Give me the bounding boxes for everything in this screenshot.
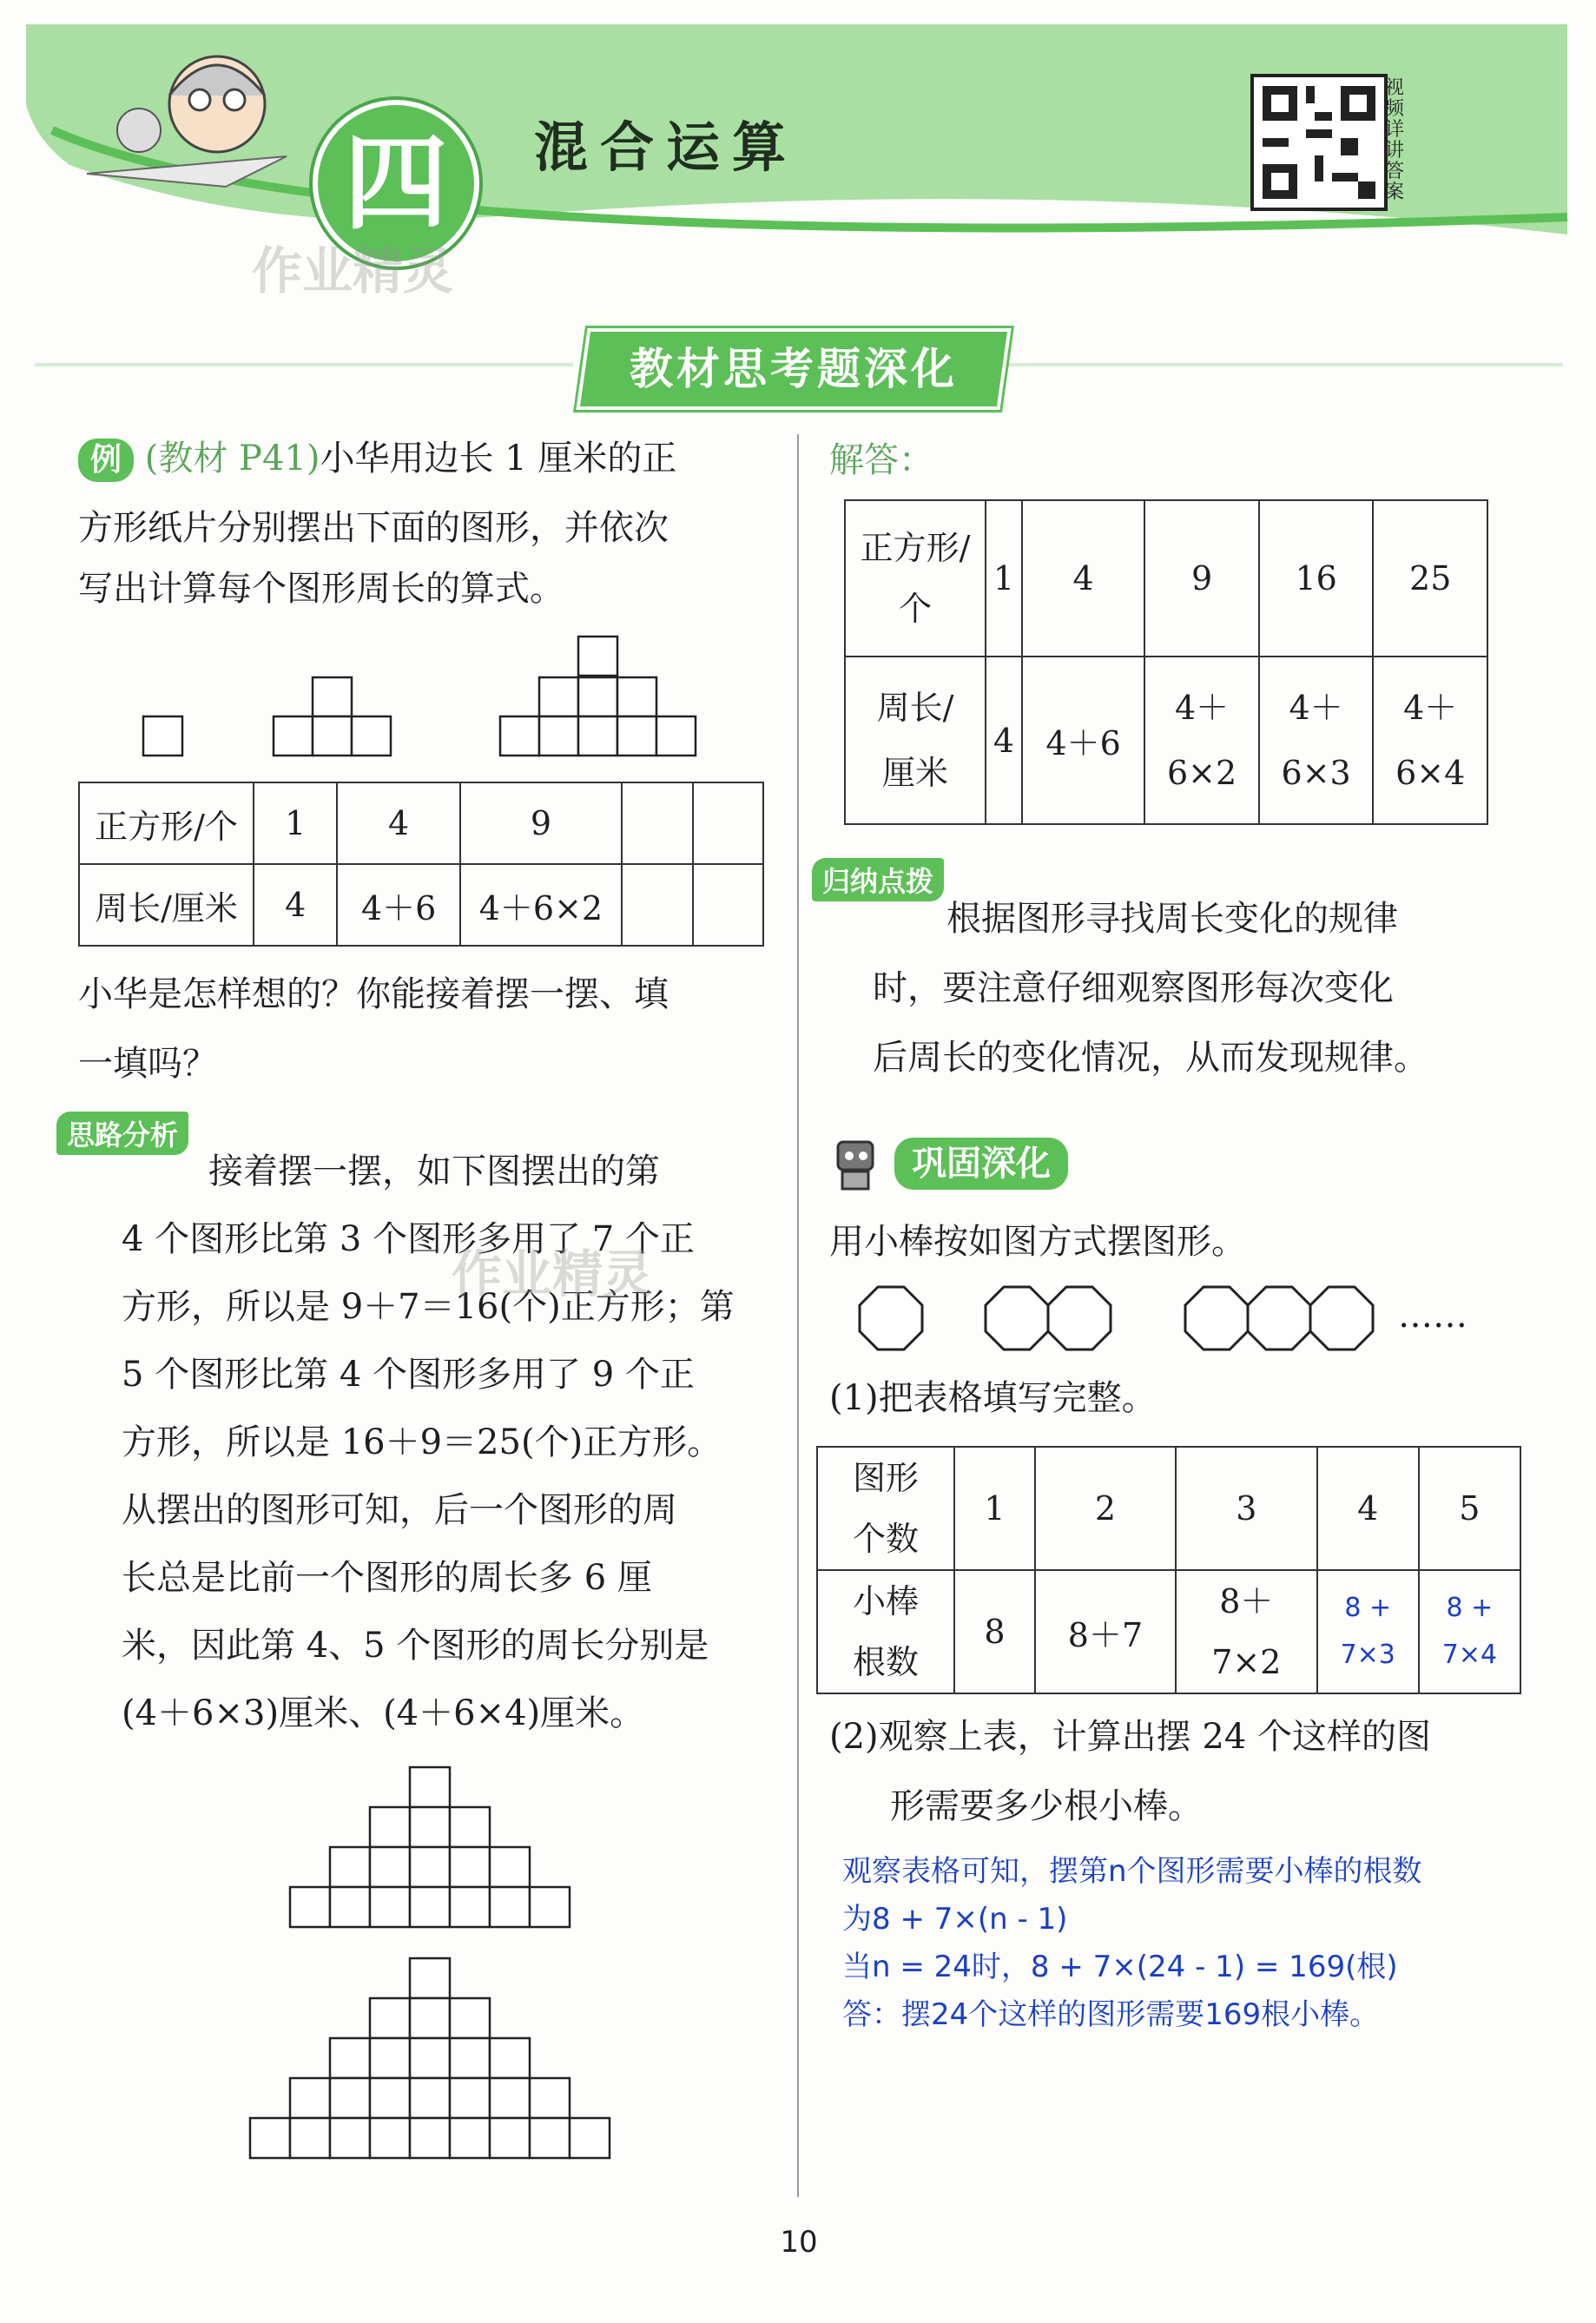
section-banner [576,328,1011,410]
banner-rule-right [1007,363,1563,366]
handwritten-line: 为8 + 7×(n - 1) [842,1902,1068,1937]
table-header-cell: 图形 个数 [817,1447,954,1570]
table-cell[interactable] [622,864,692,946]
table-row [845,657,1487,824]
octagon [1048,1287,1111,1350]
chapter-number: 四 [313,100,479,267]
table-row [79,864,763,946]
analysis-label [56,1112,188,1155]
watermark: 作业精灵 [452,1244,654,1303]
table-cell: 9 [460,782,622,864]
table-cell: 4＋ 6×4 [1373,657,1487,824]
table-row [845,500,1487,657]
analysis-line: (4＋6×3)厘米、(4＋6×4)厘米。 [122,1693,645,1733]
practice-q2-line-1: (2)观察上表，计算出摆 24 个这样的图 [829,1717,1431,1757]
table-cell: 5 [1419,1447,1520,1570]
figure-2 [274,677,391,756]
answer-table [844,499,1488,825]
page-number: 10 [780,2225,818,2260]
practice-badge: 巩固深化 [894,1138,1068,1190]
column-divider [797,434,799,2197]
figure-3 [500,637,696,756]
example-line-1 [78,424,773,493]
octagon [986,1287,1048,1350]
table-row [817,1570,1520,1693]
table-cell: 16 [1259,500,1374,657]
analysis-line: 长总是比前一个图形的周长多 6 厘 [122,1558,652,1598]
table-cell: 1 [954,1447,1035,1570]
robot-icon [825,1133,886,1194]
analysis-line: 4 个图形比第 3 个图形多用了 7 个正 [122,1219,695,1259]
qr-label: 视频详讲答案 [1385,77,1405,203]
analysis-line: 方形，所以是 9＋7＝16(个)正方形；第 [122,1287,735,1327]
analysis-badge: 思路分析 [56,1112,188,1155]
table-header-cell: 正方形/个 [79,782,254,864]
table-header-cell: 正方形/ 个 [845,500,986,657]
handwritten-line: 当n = 24时，8 + 7×(24 - 1) = 169(根) [842,1950,1398,1984]
octagon-figures [855,1278,1481,1361]
banner-rule-left [35,363,573,366]
section-title: 教材思考题深化 [630,344,958,394]
summary-label [812,858,944,901]
table-header-cell: 周长/ 厘米 [845,657,986,824]
table-cell: 4＋ 6×2 [1144,657,1259,824]
octagon [1310,1287,1373,1350]
answer-label: 解答： [829,440,933,480]
handwritten-line: 观察表格可知，摆第n个图形需要小棒的根数 [842,1854,1422,1889]
handwritten-answer[interactable] [842,1848,1422,2039]
watermark: 作业精灵 [252,241,454,300]
example-text-2: 方形纸片分别摆出下面的图形，并依次 [78,508,669,548]
analysis-figures [234,1763,686,2188]
table-cell[interactable] [622,782,692,864]
table-cell: 4 [254,864,338,946]
example-tag: 例 [78,439,134,482]
table-cell: 4 [986,657,1022,824]
analysis-line: 方形，所以是 16＋9＝25(个)正方形。 [122,1422,722,1462]
practice-q1: (1)把表格填写完整。 [829,1378,1157,1418]
example-question-1: 小华是怎样想的？你能接着摆一摆、填 [78,974,669,1014]
summary-line: 时，要注意仔细观察图形每次变化 [873,968,1394,1008]
summary-line: 后周长的变化情况，从而发现规律。 [873,1038,1428,1078]
handwritten-answer-cell[interactable]: 8 + 7×4 [1419,1570,1520,1693]
table-header-cell: 小棒 根数 [817,1570,954,1693]
octagon [1185,1287,1248,1350]
table-cell: 2 [1035,1447,1176,1570]
table-header-cell: 周长/厘米 [79,864,254,946]
table-cell: 1 [254,782,338,864]
table-cell: 8＋7 [1035,1570,1176,1693]
octagon [860,1287,922,1350]
summary-line: 根据图形寻找周长变化的规律 [946,899,1398,939]
table-cell: 4＋6×2 [460,864,622,946]
table-cell: 4 [1317,1447,1419,1570]
example-source: (教材 P41) [144,439,320,478]
figure-5 [250,1958,610,2158]
qr-code-icon[interactable] [1250,74,1388,211]
practice-table [816,1446,1521,1694]
table-cell: 25 [1373,500,1487,657]
chapter-title: 混合运算 [534,115,799,179]
table-cell: 8＋ 7×2 [1176,1570,1317,1693]
table-cell[interactable] [693,782,763,864]
analysis-line: 米，因此第 4、5 个图形的周长分别是 [122,1626,709,1666]
example-question-2: 一填吗？ [78,1044,217,1084]
practice-intro: 用小棒按如图方式摆图形。 [829,1222,1246,1262]
example-text-1: 小华用边长 1 厘米的正 [320,439,677,478]
table-row [79,782,763,864]
ellipsis: …… [1398,1296,1467,1336]
table-cell: 4 [337,782,459,864]
table-cell[interactable] [693,864,763,946]
figure-1-square [143,716,182,756]
table-cell: 8 [954,1570,1035,1693]
table-cell: 4＋6 [1022,657,1144,824]
analysis-line: 5 个图形比第 4 个图形多用了 9 个正 [122,1355,695,1395]
handwritten-answer-cell[interactable]: 8 + 7×3 [1317,1570,1419,1693]
summary-badge: 归纳点拨 [812,858,944,901]
example-table [78,782,764,947]
table-cell: 1 [986,500,1022,657]
table-cell: 4 [1022,500,1144,657]
table-cell: 9 [1144,500,1259,657]
practice-label [894,1138,1068,1190]
analysis-line: 从摆出的图形可知，后一个图形的周 [122,1490,677,1530]
handwritten-line: 答：摆24个这样的图形需要169根小棒。 [842,1997,1380,2032]
table-row [817,1447,1520,1570]
analysis-line: 接着摆一摆，如下图摆出的第 [208,1152,660,1191]
table-cell: 3 [1176,1447,1317,1570]
practice-q2-line-2: 形需要多少根小棒。 [890,1786,1203,1826]
example-figures [130,630,721,760]
octagon [1248,1287,1310,1350]
figure-4 [290,1767,570,1927]
example-text-3: 写出计算每个图形周长的算式。 [78,569,564,609]
table-cell: 4＋ 6×3 [1259,657,1374,824]
table-cell: 4＋6 [337,864,459,946]
